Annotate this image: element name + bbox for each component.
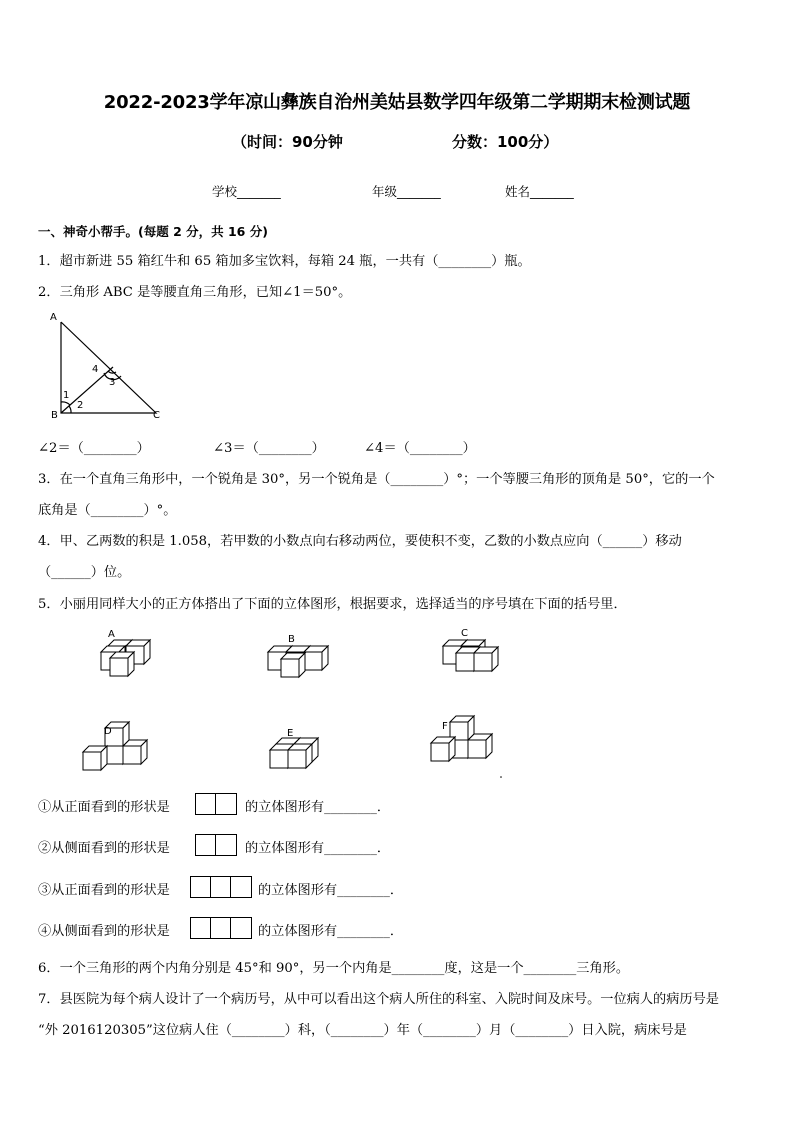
figure-d-label: D	[104, 726, 112, 737]
figure-b-cubes	[268, 646, 328, 677]
q5-item-1-prefix: ①从正面看到的形状是	[38, 800, 170, 815]
exam-score: 分数：100分）	[452, 133, 559, 151]
q5-item-3-suffix: 的立体图形有________．	[258, 883, 404, 898]
figure-c-cubes	[443, 640, 498, 671]
question-2: 2．三角形 ABC 是等腰直角三角形，已知∠1＝50°。	[38, 285, 352, 300]
q5-item-1-grid	[195, 793, 237, 815]
angle-3-answer: ∠3＝（________）	[213, 441, 325, 456]
figure-c-label: C	[461, 628, 468, 639]
q5-item-4-grid	[190, 917, 252, 939]
question-7-line-2: “外 2016120305”这位病人住（________）科，（________）年（________）月（________）日入院，病床号是	[38, 1023, 687, 1038]
figure-e-cubes	[270, 738, 318, 768]
vertex-a-label: A	[50, 312, 57, 323]
exam-time: （时间：90分钟	[232, 133, 343, 151]
question-3-line-1: 3．在一个直角三角形中，一个锐角是 30°，另一个锐角是（________）°；一个等腰三角形的顶角是 50°，它的一个	[38, 472, 715, 487]
q5-item-2-suffix: 的立体图形有________．	[245, 841, 391, 856]
angle-4-label: 4	[92, 364, 99, 375]
angle-2-answer: ∠2＝（________）	[38, 441, 150, 456]
q5-item-3-grid	[190, 876, 252, 898]
q5-item-1-suffix: 的立体图形有________．	[245, 800, 391, 815]
grade-field: 年级_______	[372, 184, 441, 199]
q5-item-4-prefix: ④从侧面看到的形状是	[38, 924, 170, 939]
figure-f-cubes	[431, 716, 492, 761]
figure-e-label: E	[287, 728, 294, 739]
figure-b-label: B	[288, 634, 295, 645]
question-3-line-2: 底角是（________）°。	[38, 503, 177, 518]
q5-item-2-grid	[195, 834, 237, 856]
name-field: 姓名_______	[505, 184, 574, 199]
question-4-line-1: 4．甲、乙两数的积是 1.058，若甲数的小数点向右移动两位，要使积不变，乙数的小数点应向（______）移动	[38, 534, 682, 549]
q5-item-3-prefix: ③从正面看到的形状是	[38, 883, 170, 898]
question-1: 1．超市新进 55 箱红牛和 65 箱加多宝饮料，每箱 24 瓶，一共有（________）瓶。	[38, 254, 531, 269]
school-field: 学校_______	[212, 184, 281, 199]
figure-a-label: A	[108, 629, 115, 640]
figure-d-cubes	[83, 722, 147, 770]
figure-f-label: F	[442, 721, 448, 732]
q5-item-4-suffix: 的立体图形有________．	[258, 924, 404, 939]
page-title: 2022-2023学年凉山彝族自治州美姑县数学四年级第二学期期末检测试题	[103, 92, 691, 113]
question-4-line-2: （______）位。	[38, 565, 131, 580]
question-7-line-1: 7．县医院为每个病人设计了一个病历号，从中可以看出这个病人所住的科室、入院时间及床号。一位病人的病历号是	[38, 992, 719, 1007]
question-6: 6．一个三角形的两个内角分别是 45°和 90°，另一个内角是________度，这是一个________三角形。	[38, 961, 630, 976]
figure-a-cubes	[101, 640, 150, 676]
section-heading: 一、神奇小帮手。(每题 2 分，共 16 分)	[38, 224, 268, 239]
angle-3-label: 3	[109, 377, 116, 388]
angle-1-label: 1	[63, 390, 70, 401]
vertex-c-label: C	[153, 410, 160, 421]
angle-2-label: 2	[77, 400, 84, 411]
angle-4-answer: ∠4＝（________）	[364, 441, 476, 456]
vertex-b-label: B	[51, 410, 58, 421]
q5-item-2-prefix: ②从侧面看到的形状是	[38, 841, 170, 856]
question-5: 5．小丽用同样大小的正方体搭出了下面的立体图形，根据要求，选择适当的序号填在下面的括号里．	[38, 597, 627, 612]
